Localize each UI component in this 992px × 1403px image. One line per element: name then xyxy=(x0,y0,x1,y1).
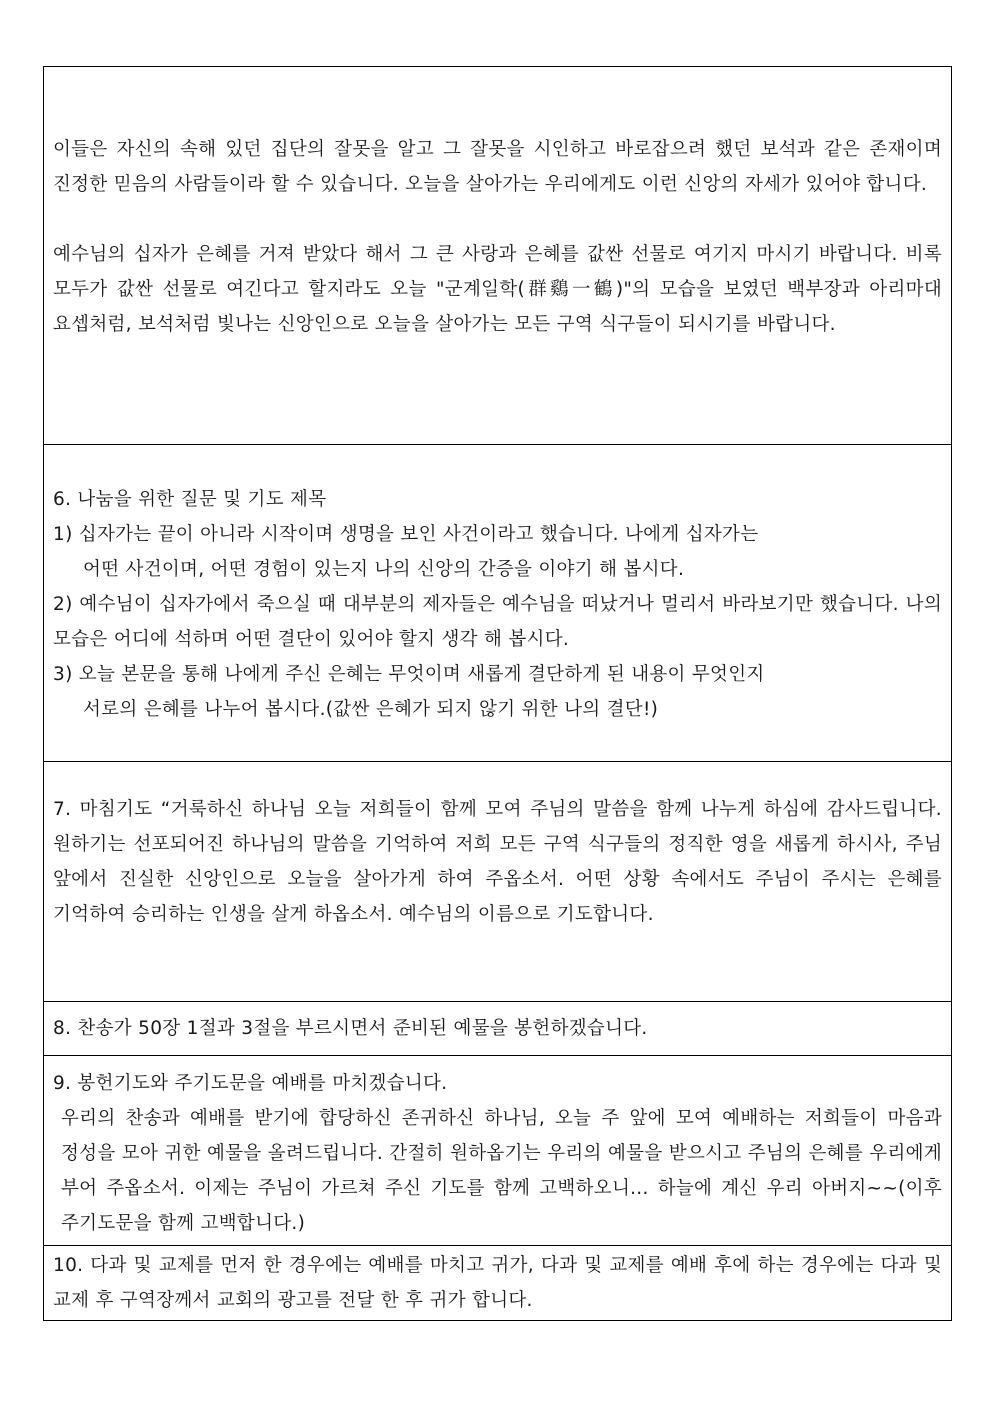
question-1-line-2: 어떤 사건이며, 어떤 경험이 있는지 나의 신앙의 간증을 이야기 해 봅시다. xyxy=(83,559,685,580)
question-3-line-2: 서로의 은혜를 나누어 봅시다.(값싼 은혜가 되지 않기 위한 나의 결단!) xyxy=(83,699,659,720)
offering-prayer-text: 우리의 찬송과 예배를 받기에 합당하신 존귀하신 하나님, 오늘 주 앞에 모여 예배하는 저희들이 마음과 정성을 모아 귀한 예물을 올려드립니다. 간절히 원하옵기는 우리의 예물을 받으시고 주님의 은혜를 우리에게 부어 주옵소서. 이제는 주님이 가르쳐 주신 기도를 함께 고백하오니... 하늘에 계신 우리 아버지~~(이후 주기도문을 함께 고백합니다.) xyxy=(61,1108,942,1234)
offering-prayer-title: 9. 봉헌기도와 주기도문을 예배를 마치겠습니다. xyxy=(53,1073,448,1094)
hymn-text: 8. 찬송가 50장 1절과 3절을 부르시면서 준비된 예물을 봉헌하겠습니다. xyxy=(53,1018,648,1039)
hymn-section xyxy=(44,1001,951,1055)
worship-guide-table xyxy=(43,66,952,1321)
question-3-line-1: 3) 오늘 본문을 통해 나에게 주신 은혜는 무엇이며 새롭게 결단하게 된 내용이 무엇인지 xyxy=(53,664,765,685)
question-1-line-1: 1) 십자가는 끝이 아니라 시작이며 생명을 보인 사건이라고 했습니다. 나에게 십자가는 xyxy=(53,524,759,545)
sharing-questions-title: 6. 나눔을 위한 질문 및 기도 제목 xyxy=(53,489,327,510)
intro-paragraph-1: 이들은 자신의 속해 있던 집단의 잘못을 알고 그 잘못을 시인하고 바로잡으려 했던 보석과 같은 존재이며 진정한 믿음의 사람들이라 할 수 있습니다. 오늘을 살아가는 우리에게도 이런 신앙의 자세가 있어야 합니다. xyxy=(53,139,942,195)
closing-prayer-text: 7. 마침기도 “거룩하신 하나님 오늘 저희들이 함께 모여 주님의 말씀을 함께 나누게 하심에 감사드립니다. 원하기는 선포되어진 하나님의 말씀을 기억하여 저희 모든 구역 식구들의 정직한 영을 새롭게 하시사, 주님 앞에서 진실한 신앙인으로 오늘을 살아가게 하여 주옵소서. 어떤 상황 속에서도 주님이 주시는 은혜를 기억하여 승리하는 인생을 살게 하옵소서. 예수님의 이름으로 기도합니다. xyxy=(53,799,942,925)
intro-section xyxy=(44,67,951,444)
question-2: 2) 예수님이 십자가에서 죽으실 때 대부분의 제자들은 예수님을 떠났거나 멀리서 바라보기만 했습니다. 나의 모습은 어디에 석하며 어떤 결단이 있어야 할지 생각 해 봅시다. xyxy=(53,594,942,650)
offering-prayer-section xyxy=(44,1055,951,1245)
intro-paragraph-2: 예수님의 십자가 은혜를 거져 받았다 해서 그 큰 사랑과 은혜를 값싼 선물로 여기지 마시기 바랍니다. 비록 모두가 값싼 선물로 여긴다고 할지라도 오늘 "군계일학(群鷄一鶴)"의 모습을 보였던 백부장과 아리마대 요셉처럼, 보석처럼 빛나는 신앙인으로 오늘을 살아가는 모든 구역 식구들이 되시기를 바랍니다. xyxy=(53,244,942,335)
closing-prayer-section xyxy=(44,761,951,1001)
fellowship-section xyxy=(44,1245,951,1320)
fellowship-text: 10. 다과 및 교제를 먼저 한 경우에는 예배를 마치고 귀가, 다과 및 교제를 예배 후에 하는 경우에는 다과 및 교제 후 구역장께서 교회의 광고를 전달 한 후 귀가 합니다. xyxy=(53,1255,942,1311)
sharing-questions-section xyxy=(44,444,951,761)
